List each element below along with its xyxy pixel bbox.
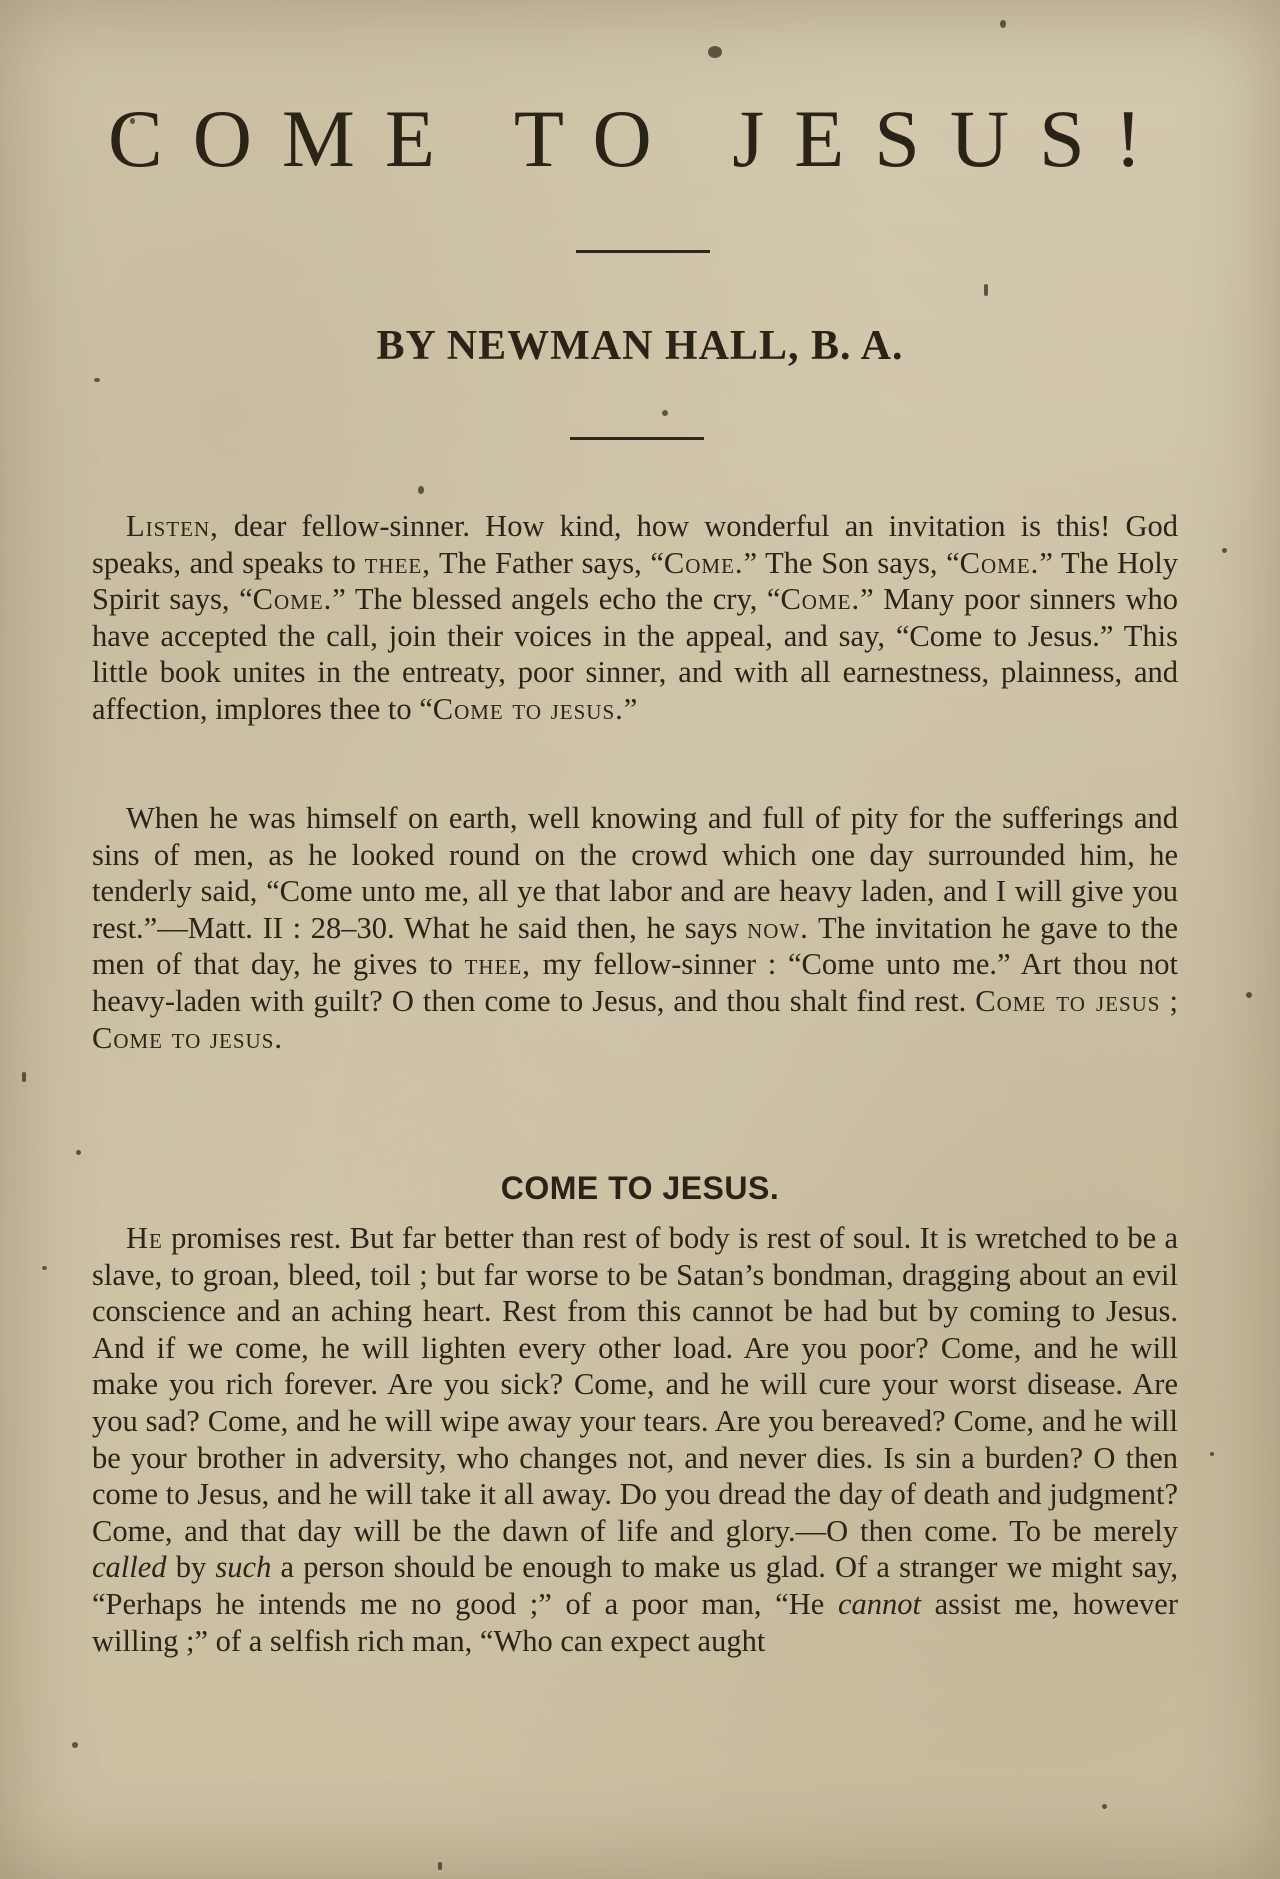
small-caps-text: Come. xyxy=(663,545,744,580)
italic-text: called xyxy=(92,1550,167,1585)
paragraph-he-promises xyxy=(92,1220,1178,1659)
italic-text: cannot xyxy=(837,1586,921,1621)
body-text: dear fellow-sinner. How kind, how wonderful an invitation is this! God speaks, and speaks to xyxy=(92,509,1178,580)
ink-speck xyxy=(76,1150,81,1155)
section-heading: COME TO JESUS. xyxy=(500,1170,780,1206)
small-caps-text: thee, xyxy=(364,545,431,580)
body-text: When he was himself on earth, well knowing and full of pity for the sufferings and sins of men, as he looked round on the crowd which one day surrounded him, he tenderly said, “Come unto me, all ye that labor and are heavy laden, and I will give you rest.”—Matt. II : 28–30. What he said then, he says xyxy=(92,801,1178,945)
ink-speck xyxy=(418,486,424,494)
ink-speck xyxy=(984,284,988,296)
body-text: ” The blessed angels echo the cry, “ xyxy=(332,582,781,617)
lead-word: He xyxy=(126,1221,163,1255)
ink-speck xyxy=(438,1862,442,1870)
body-text: promises rest. But far better than rest of body is rest of soul. It is wretched to be a slave, to groan, bleed, toil ; but far worse to be Satan’s bondman, dragging about an evil conscience and an aching heart. Rest from this cannot be had but by coming to Jesus. And if we come, he will lighten every other load. Are you poor? Come, and he will make you rich forever. Are you sick? Come, and he will cure your worst disease. Are you sad? Come, and he will wipe away your tears. Are you bereaved? Come, and he will be your brother in adversity, who changes not, and never dies. Is sin a burden? O then come to Jesus, and he will take it all away. Do you dread the day of death and judgment? Come, and that day will be the dawn of life and glory.—O then come. To be merely xyxy=(92,1221,1178,1548)
small-caps-text: now. xyxy=(747,910,809,945)
small-caps-text: Come. xyxy=(780,582,861,617)
author-byline: BY NEWMAN HALL, B. A. xyxy=(376,323,904,369)
body-text: ; xyxy=(1160,983,1178,1018)
body-text: ” The Son says, “ xyxy=(743,545,960,580)
ink-speck xyxy=(1246,992,1252,998)
ink-speck xyxy=(1000,20,1006,28)
ink-speck xyxy=(22,1072,26,1082)
body-text: assist me, however willing ;” of a selfish rich man, “Who can expect aught xyxy=(92,1586,1178,1658)
body-text: ” xyxy=(623,691,638,726)
body-text: The invitation he gave to the men of that day, he gives to xyxy=(92,910,1178,982)
italic-text: such xyxy=(215,1550,272,1585)
small-caps-text: Come to jesus. xyxy=(92,1020,284,1055)
page-title: COME TO JESUS! xyxy=(108,93,1172,184)
title-divider xyxy=(576,250,710,253)
paragraph-when-he-was xyxy=(92,800,1178,1056)
body-text: The Father says, “ xyxy=(430,545,664,580)
ink-speck xyxy=(1210,1452,1214,1456)
byline-divider xyxy=(570,437,704,440)
ink-speck xyxy=(1222,548,1227,553)
body-text: my fellow-sinner : “Come unto me.” Art thou not heavy-laden with guilt? O then come to Jesus, and thou shalt find rest. xyxy=(92,947,1178,1018)
body-text: a person should be enough to make us glad. Of a stranger we might say, “Perhaps he intends me no good ;” of a poor man, “He xyxy=(92,1550,1178,1621)
body-text: by xyxy=(166,1550,216,1585)
small-caps-text: Come to jesus xyxy=(975,983,1161,1018)
paragraph-listen xyxy=(92,508,1178,728)
small-caps-text: Come. xyxy=(959,545,1040,580)
body-text: ” The Holy Spirit says, “ xyxy=(92,545,1178,617)
ink-speck xyxy=(94,378,100,382)
ink-speck xyxy=(662,410,668,416)
ink-speck xyxy=(42,1266,47,1270)
small-caps-text: Come to jesus. xyxy=(432,691,624,726)
body-text: ” Many poor sinners who have accepted the call, join their voices in the appeal, and say, “Come to Jesus.” This little book unites in the entreaty, poor sinner, and with all earnestness, plainness, and affection, implores thee to “ xyxy=(92,582,1178,726)
small-caps-text: thee, xyxy=(464,947,531,982)
ink-speck xyxy=(708,46,722,58)
lead-word: Listen, xyxy=(126,509,219,543)
ink-speck xyxy=(72,1742,78,1748)
small-caps-text: Come. xyxy=(252,582,333,617)
ink-speck xyxy=(1102,1804,1107,1809)
